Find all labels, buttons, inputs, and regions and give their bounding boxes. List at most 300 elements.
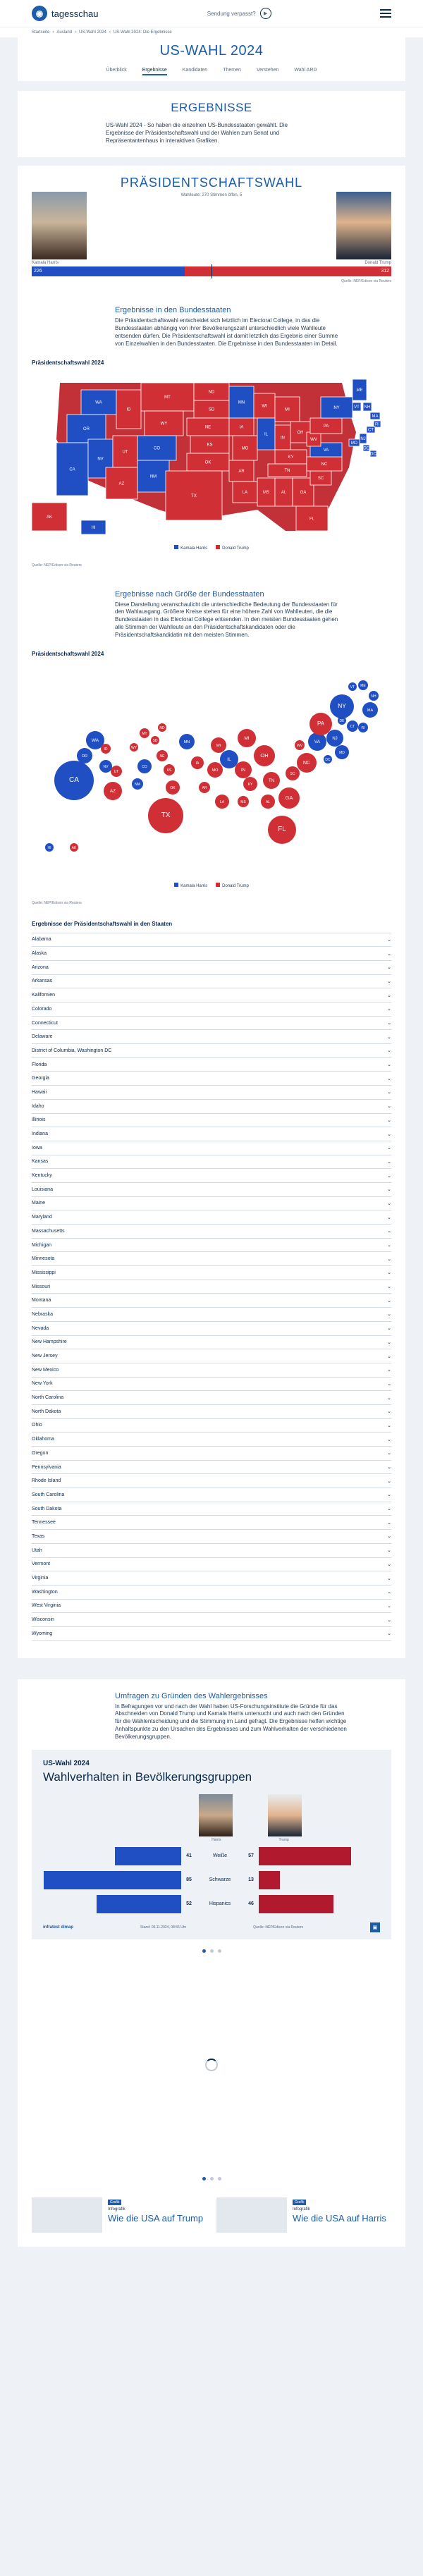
state-name: Colorado [32,1006,52,1012]
state-label: CO [154,446,160,451]
bubble-label: IN [241,768,245,773]
chevron-down-icon: ⌄ [387,1492,391,1498]
bubble-chart[interactable] [18,657,405,883]
state-accordion-item[interactable] [32,946,391,960]
states-accordion [18,933,405,1658]
state-label: AL [281,490,287,495]
state-accordion-item[interactable] [32,1293,391,1307]
state-accordion-item[interactable] [32,1071,391,1085]
state-accordion-item[interactable] [32,1626,391,1641]
teaser-title: Wie die USA auf Trump [108,2212,204,2224]
chevron-down-icon: ⌄ [387,1534,391,1540]
state-accordion-item[interactable] [32,1363,391,1377]
bubble-label: HI [47,845,51,850]
state-accordion-item[interactable] [32,1585,391,1599]
state-label: DE [363,446,369,451]
state-label: VA [323,448,329,453]
presidential-heading: PRÄSIDENTSCHAFTSWAHL [120,176,303,190]
harris-share-value: 41 [186,1853,192,1859]
live-label: Sendung verpasst? [207,10,256,17]
state-label: SC [317,476,324,481]
trump-share-bar [259,1871,280,1889]
chevron-down-icon: ⌄ [387,1104,391,1110]
bubble-label: MA [367,708,374,713]
state-label: ID [126,407,131,412]
trump-portrait-small [268,1794,302,1836]
chevron-down-icon: ⌄ [387,1478,391,1484]
state-accordion-item[interactable] [32,1099,391,1113]
bubble-label: OR [81,754,88,759]
bubble-label: MS [240,799,246,804]
state-name: Nebraska [32,1311,53,1317]
teaser-card[interactable] [32,2197,207,2233]
state-name: Wisconsin [32,1617,54,1623]
state-accordion-item[interactable] [32,1141,391,1155]
state-name: West Virginia [32,1603,61,1609]
breadcrumb-item[interactable]: Startseite [32,30,50,35]
bubble-section-text: Diese Darstellung veranschaulicht die unterschiedliche Bedeutung der Bundesstaaten für den Wahlausgang. Größere Kreise stehen für eine höhere Zahl von Wahlleuten, die die Bundesstaaten in das Electoral College entsenden. In den meisten Bundesstaaten gehen alle Stimmen der Wahlleute an den Präsidentschaftskandidaten oder die Präsidentschaftskandidatin mit den meisten Stimmen. [115,601,338,638]
carousel-dot[interactable] [210,1949,214,1953]
trump-votes-bar: 312 [185,266,391,276]
state-name: Nevada [32,1325,49,1331]
trump-share-bar [259,1847,351,1865]
map-source: Quelle: NEP/Edison via Reuters [32,563,82,568]
state-accordion-item[interactable] [32,1418,391,1433]
group-label: Hispanics [209,1901,231,1907]
state-label: FL [309,517,315,522]
title-card [18,37,405,81]
breadcrumb-item[interactable]: Ausland [56,30,73,35]
state-accordion-item[interactable] [32,1057,391,1072]
state-accordion-item[interactable] [32,1196,391,1210]
chevron-down-icon: ⌄ [387,1548,391,1554]
state-accordion-item[interactable] [32,933,391,947]
state-accordion-item[interactable] [32,1377,391,1391]
chevron-down-icon: ⌄ [387,1339,391,1345]
state-accordion-item[interactable] [32,1404,391,1418]
state-accordion-item[interactable] [32,1599,391,1613]
state-label: ME [356,388,363,393]
chevron-down-icon: ⌄ [387,1090,391,1096]
chevron-down-icon: ⌄ [387,1201,391,1206]
harris-share-bar [97,1895,181,1913]
bubble-label: NC [302,760,311,766]
state-accordion-item[interactable] [32,1473,391,1488]
map-section-title: Ergebnisse in den Bundesstaaten [115,306,231,315]
state-accordion-item[interactable] [32,1349,391,1363]
trump-share-value: 57 [248,1853,254,1859]
chevron-down-icon: ⌄ [387,1354,391,1359]
trump-portrait [336,192,391,259]
trump-label: Trump [278,1837,289,1842]
trump-share-bar [259,1895,333,1913]
subnav-understand[interactable]: Verstehen [256,68,279,73]
state-accordion-item[interactable] [32,1571,391,1585]
bubble-label: NH [371,694,376,699]
teaser-title: Wie die USA auf Harris [293,2212,386,2224]
infographic-source: Quelle: NEP/Edison via Reuters [253,1925,304,1930]
state-name: New York [32,1381,53,1387]
page-title: US-WAHL 2024 [159,43,264,59]
chevron-down-icon: ⌄ [387,1215,391,1220]
chevron-down-icon: ⌄ [387,1298,391,1304]
legend-harris: Kamala Harris [174,883,207,888]
state-accordion-item[interactable] [32,1016,391,1030]
bubble-label: CO [142,764,147,769]
chevron-down-icon: ⌄ [387,1256,391,1262]
chevron-right-icon: › [52,30,54,35]
teaser-row [32,2197,391,2233]
infratest-brand: infratest dimap [43,1925,74,1930]
subnav-candidates[interactable]: Kandidaten [182,68,208,73]
chevron-down-icon: ⌄ [387,965,391,971]
teaser-image [216,2197,287,2233]
state-accordion-item[interactable] [32,1307,391,1321]
bubble-label: WA [91,737,99,743]
state-accordion-item[interactable] [32,1543,391,1557]
state-label: RI [375,422,379,427]
state-name: Montana [32,1298,51,1304]
bubble-label: MO [212,768,219,773]
state-accordion-item[interactable] [32,1265,391,1280]
state-label: MI [285,407,290,412]
state-label: TN [284,468,290,473]
state-label: SD [208,407,215,412]
state-label: AZ [118,482,125,486]
state-accordion-item[interactable] [32,1043,391,1057]
state-accordion-item[interactable] [32,1390,391,1404]
state-label: NY [333,405,340,410]
infographic-title: Wahlverhalten in Bevölkerungsgruppen [43,1770,252,1784]
state-name: Texas [32,1533,45,1539]
state-label: MA [372,414,379,419]
state-name: Kansas [32,1159,49,1165]
chevron-down-icon: ⌄ [387,1284,391,1290]
state-label: TX [191,493,197,498]
harris-share-value: 85 [186,1877,192,1883]
chevron-down-icon: ⌄ [387,1312,391,1318]
bubble-label: OK [170,785,176,790]
state-accordion-item[interactable] [32,1446,391,1460]
state-name: Iowa [32,1145,42,1151]
chevron-down-icon: ⌄ [387,1562,391,1567]
trump-name: Donald Trump [364,261,391,266]
chevron-down-icon: ⌄ [387,1131,391,1137]
infographic-head: US-Wahl 2024 [43,1759,90,1767]
state-accordion-item[interactable] [32,1155,391,1169]
harris-share-value: 52 [186,1901,192,1907]
state-name: Pennsylvania [32,1464,61,1470]
site-header [0,0,423,27]
state-name: South Dakota [32,1506,62,1511]
state-accordion-item[interactable] [32,1168,391,1182]
bubble-label: AL [265,799,271,804]
subnav-ard[interactable]: Wahl ARD [294,68,317,73]
state-name: Tennessee [32,1520,56,1526]
state-label: OR [83,427,90,431]
bubble-label: FL [278,825,286,833]
us-results-map[interactable] [18,369,405,545]
state-accordion-item[interactable] [32,1210,391,1224]
chevron-down-icon: ⌄ [387,1007,391,1012]
site-logo[interactable]: tagesschau [51,8,99,19]
breadcrumb [0,27,423,37]
state-name: Washington [32,1589,58,1595]
group-label: Schwarze [209,1877,231,1883]
state-label: KS [207,443,213,448]
state-label: WA [95,400,102,405]
infographic-stand: Stand: 06.11.2024, 08:55 Uhr [140,1925,187,1930]
chevron-down-icon: ⌄ [387,1603,391,1609]
state-accordion-item[interactable] [32,1182,391,1196]
chevron-down-icon: ⌄ [387,1631,391,1637]
state-accordion-item[interactable] [32,974,391,988]
presidential-source: Quelle: NEP/Edison via Reuters [341,279,391,284]
bubble-label: IA [195,761,200,766]
state-name: South Carolina [32,1492,65,1497]
demographic-row [43,1870,380,1890]
sub-navigation [18,59,405,81]
state-name: Alabama [32,937,51,943]
state-name: Missouri [32,1284,51,1289]
state-name: North Dakota [32,1409,61,1414]
state-name: Alaska [32,951,47,957]
state-name: North Carolina [32,1395,64,1401]
bubble-label: DC [325,757,331,762]
bubble-label: GA [285,794,293,801]
state-name: Idaho [32,1103,44,1109]
demographic-row [43,1846,380,1866]
chevron-down-icon: ⌄ [387,1021,391,1026]
electoral-votes-bar [32,266,391,276]
results-intro: US-Wahl 2024 - So haben die einzelnen US-Bundesstaaten gewählt. Die Ergebnisse der Präsidentschaftswahl und der Wahlen zum Senat und Repräsentantenhaus in interaktiven Grafiken. [106,122,288,144]
bubble-label: RI [361,725,365,730]
state-label: MO [241,446,249,451]
state-accordion-item[interactable] [32,1127,391,1141]
subnav-topics[interactable]: Themen [223,68,241,73]
carousel-dot[interactable] [210,2177,214,2181]
state-accordion-item[interactable] [32,1612,391,1626]
chevron-down-icon: ⌄ [387,1187,391,1193]
chevron-down-icon: ⌄ [387,993,391,998]
bubble-label: AK [71,845,77,850]
legend-harris: Kamala Harris [174,545,207,551]
state-label: WI [262,404,267,409]
state-name: Rhode Island [32,1478,61,1484]
bubble-label: WI [216,743,221,748]
state-name: Kalifornien [32,993,56,998]
state-accordion-item[interactable] [32,1432,391,1446]
state-accordion-item[interactable] [32,1280,391,1294]
bubble-label: TX [161,811,171,819]
state-name: Arkansas [32,979,53,984]
state-label: NC [321,462,328,467]
carousel-dots [18,1949,405,1953]
bubble-label: AR [202,785,207,790]
bubble-label: IL [227,756,231,762]
bubble-source: Quelle: NEP/Edison via Reuters [32,900,82,905]
state-accordion-item[interactable] [32,1002,391,1016]
state-name: Hawaii [32,1089,47,1095]
bubble-label: WV [296,743,303,748]
state-accordion-item[interactable] [32,1238,391,1252]
state-label: NM [149,474,157,479]
carousel-dot[interactable] [218,2177,221,2181]
map-section-text: Die Präsidentschaftswahl entscheidet sich letztlich im Electoral College, in das die Bundesstaaten abhängig von ihrer Bevölkerungszahl unterschiedlich viele Wahlleute entsenden dürfen. Die Präsidentschaftswahl ist damit letztlich das Ergebnis einer Summe von Einzelwahlen in den Bundesstaaten. Die Ergebnisse in den Bundesstaaten im Detail. [115,317,338,347]
state-accordion-item[interactable] [32,1335,391,1349]
state-label: NJ [360,436,366,441]
chevron-down-icon: ⌄ [387,1576,391,1581]
state-name: Louisiana [32,1186,53,1192]
state-label: MS [263,490,269,495]
breadcrumb-item[interactable]: US-Wahl 2024 [79,30,106,35]
chevron-down-icon: ⌄ [387,1451,391,1456]
state-label: UT [122,450,128,455]
state-label: LA [242,490,248,495]
subnav-results[interactable]: Ergebnisse [142,68,167,75]
carousel-dot[interactable] [202,1949,206,1953]
menu-icon[interactable] [380,7,391,20]
state-label: IA [239,425,244,430]
teaser-card[interactable] [216,2197,391,2233]
teaser-kicker: Infografik [293,2207,310,2212]
state-label: AR [238,469,245,474]
harris-votes-bar: 226 [32,266,185,276]
bubble-label: VA [314,739,321,744]
chevron-down-icon: ⌄ [387,1590,391,1595]
state-name: Florida [32,1062,47,1067]
state-label: ND [208,390,215,395]
breadcrumb-item: US-Wahl 2024: Die Ergebnisse [113,30,172,35]
bubble-label: KS [166,768,172,773]
state-accordion-item[interactable] [32,1515,391,1529]
harris-label: Harris [212,1837,221,1842]
bubble-label: MI [244,735,250,741]
state-label: IL [264,432,269,437]
state-label: NE [204,425,212,430]
state-label: MD [350,441,358,446]
bubble-label: SD [152,738,158,743]
states-list-title: Ergebnisse der Präsidentschaftswahl in den Staaten [32,920,173,927]
ard-badge-icon: ▣ [370,1922,380,1932]
state-label: GA [300,490,307,495]
bubble-label: OH [260,752,269,759]
state-accordion-item[interactable] [32,1251,391,1265]
state-label: MT [164,395,171,400]
state-label: OK [204,460,212,465]
chevron-down-icon: ⌄ [387,1048,391,1054]
state-accordion-item[interactable] [32,1224,391,1238]
bubble-section-title: Ergebnisse nach Größe der Bundesstaaten [115,589,264,599]
bubble-label: TN [269,778,274,783]
presidential-card [18,166,405,1657]
bubble-label: ID [104,747,108,752]
state-name: Michigan [32,1242,52,1248]
state-accordion-item[interactable] [32,1029,391,1043]
chevron-down-icon: ⌄ [387,979,391,984]
teaser-tag: Grafik [108,2200,121,2205]
carousel-dots-2 [18,2177,405,2181]
bubble-label: NY [338,701,346,709]
bubble-label: NJ [332,736,338,741]
legend-trump: Donald Trump [216,883,249,888]
chevron-down-icon: ⌄ [387,1270,391,1276]
state-accordion-item[interactable] [32,1321,391,1335]
state-label: WY [160,422,168,427]
state-accordion-item[interactable] [32,1085,391,1099]
group-label: Weiße [212,1853,228,1859]
state-accordion-item[interactable] [32,988,391,1002]
subnav-overview[interactable]: Überblick [106,68,127,73]
state-accordion-item[interactable] [32,1529,391,1543]
chevron-down-icon: ⌄ [387,951,391,957]
harris-share-bar [115,1847,181,1865]
demographics-infographic[interactable] [32,1750,391,1939]
chevron-down-icon: ⌄ [387,1062,391,1068]
state-name: Massachusetts [32,1228,65,1234]
bubble-label: MN [183,740,190,744]
teaser-tag: Grafik [293,2200,306,2205]
results-intro-card [18,91,405,157]
state-label: CT [368,428,374,433]
carousel-dot[interactable] [218,1949,221,1953]
tagesschau-logo-icon[interactable]: ◉ [32,6,47,21]
state-label: VT [354,405,360,410]
chevron-down-icon: ⌄ [387,1229,391,1234]
bubble-chart-label: Präsidentschaftswahl 2024 [32,650,104,657]
bubble-legend [18,883,405,888]
bubble-label: UT [114,769,119,774]
state-name: Kentucky [32,1173,52,1179]
bubble-label: DE [339,718,345,723]
chevron-down-icon: ⌄ [387,1368,391,1373]
state-accordion-item[interactable] [32,960,391,974]
presidential-subtitle: Wahlleute: 270 Stimmen öffen, 5 [180,193,243,198]
state-accordion-item[interactable] [32,1460,391,1474]
state-label: PA [323,424,329,429]
live-link[interactable] [207,8,271,19]
chevron-down-icon: ⌄ [387,1409,391,1415]
harris-share-bar [44,1871,182,1889]
state-accordion-item[interactable] [32,1557,391,1571]
bubble-label: CT [350,724,355,729]
state-name: New Hampshire [32,1339,67,1345]
teaser-kicker: Infografik [108,2207,125,2212]
map-legend [18,545,405,551]
state-label: IN [281,436,285,441]
loading-spinner-icon [205,2059,218,2071]
state-accordion-item[interactable] [32,1502,391,1516]
bubble-label: NV [103,764,109,769]
chevron-down-icon: ⌄ [387,1146,391,1151]
state-name: Ohio [32,1423,42,1428]
state-name: Virginia [32,1576,49,1581]
trump-share-value: 46 [248,1901,254,1907]
state-name: New Mexico [32,1367,59,1373]
state-label: OH [297,430,304,435]
chevron-down-icon: ⌄ [387,1034,391,1040]
state-accordion-item[interactable] [32,1113,391,1127]
carousel-dot[interactable] [202,2177,206,2181]
state-accordion-item[interactable] [32,1488,391,1502]
chevron-down-icon: ⌄ [387,1437,391,1442]
map-chart-label: Präsidentschaftswahl 2024 [32,359,104,366]
chevron-down-icon: ⌄ [387,1117,391,1123]
surveys-title: Umfragen zu Gründen des Wahlergebnisses [115,1691,268,1700]
chevron-right-icon: › [75,30,77,35]
state-name: Wyoming [32,1631,53,1636]
state-name: Vermont [32,1562,51,1567]
